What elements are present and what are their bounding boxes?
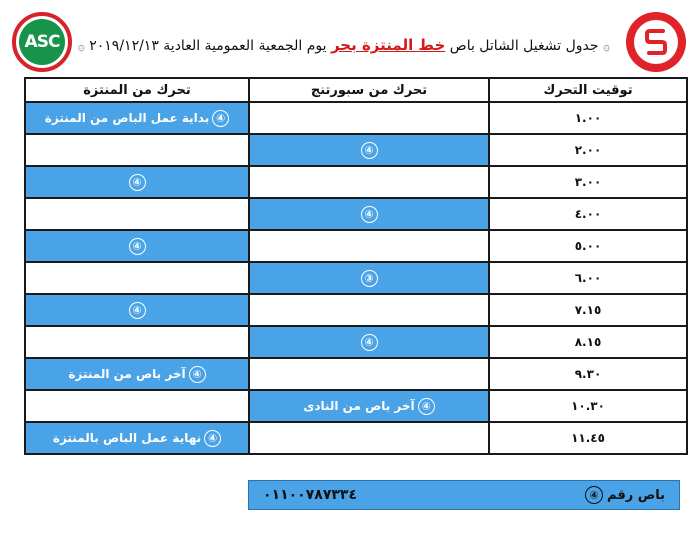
table-row <box>25 326 687 358</box>
title-suffix: يوم الجمعية العمومية العادية <box>163 38 327 54</box>
bus-label: باص رقم <box>607 487 665 503</box>
montaza-cell <box>25 262 249 294</box>
sporting-cell <box>249 134 489 166</box>
table-row <box>25 166 687 198</box>
time-cell: ٦.٠٠ <box>489 262 687 294</box>
asc-logo-label: ASC <box>24 32 60 52</box>
bus-badge: ④ <box>129 174 146 191</box>
montaza-cell <box>25 166 249 198</box>
header-sporting: تحرك من سبورتنج <box>249 78 489 102</box>
montaza-cell <box>25 422 249 454</box>
montaza-cell <box>25 294 249 326</box>
bus-badge: ④ <box>129 238 146 255</box>
sporting-cell <box>249 358 489 390</box>
time-cell: ٥.٠٠ <box>489 230 687 262</box>
club-logo-icon <box>643 27 669 57</box>
montaza-cell <box>25 134 249 166</box>
montaza-cell <box>25 358 249 390</box>
sporting-cell <box>249 230 489 262</box>
sporting-cell <box>249 102 489 134</box>
time-cell: ١١.٤٥ <box>489 422 687 454</box>
bus-badge: ④ <box>361 206 378 223</box>
header-time: توقيت التحرك <box>489 78 687 102</box>
sporting-cell <box>249 198 489 230</box>
sporting-cell <box>249 422 489 454</box>
bus-badge: ④ <box>361 142 378 159</box>
bus-badge: ④ <box>361 334 378 351</box>
sporting-cell <box>249 166 489 198</box>
time-cell: ٣.٠٠ <box>489 166 687 198</box>
asc-logo <box>12 12 72 72</box>
sporting-cell <box>249 262 489 294</box>
phone-number[interactable]: ٠١١٠٠٧٨٧٣٣٤ <box>263 487 357 503</box>
time-cell: ١٠.٣٠ <box>489 390 687 422</box>
title-line-name: خط المنتزة بحر <box>330 36 446 54</box>
montaza-cell <box>25 230 249 262</box>
page-title <box>77 33 610 57</box>
trip-note: بداية عمل الباص من المنتزة <box>44 111 210 125</box>
asc-logo-text <box>19 19 65 65</box>
montaza-cell <box>25 326 249 358</box>
table-row <box>25 358 687 390</box>
trip-note: آخر باص من النادى <box>303 399 415 413</box>
montaza-cell <box>25 198 249 230</box>
trip-note: آخر باص من المنتزة <box>68 367 186 381</box>
schedule-table <box>24 77 688 455</box>
sporting-cell <box>249 326 489 358</box>
table-header-row <box>25 78 687 102</box>
title-date: ٢٠١٩/١٢/١٣ <box>89 38 159 54</box>
table-row <box>25 390 687 422</box>
montaza-cell <box>25 390 249 422</box>
header-montaza: تحرك من المنتزة <box>25 78 249 102</box>
bus-number: ④ <box>585 486 603 504</box>
club-logo-inner <box>634 20 678 64</box>
table-row <box>25 422 687 454</box>
bus-number-group <box>585 486 665 504</box>
time-cell: ٢.٠٠ <box>489 134 687 166</box>
title-ornament-left: ۞ <box>77 39 85 53</box>
sporting-cell <box>249 294 489 326</box>
bus-badge: ④ <box>129 302 146 319</box>
bus-badge: ④ <box>204 430 221 447</box>
footer-bar <box>248 480 680 510</box>
club-logo <box>626 12 686 72</box>
time-cell: ٧.١٥ <box>489 294 687 326</box>
bus-badge: ④ <box>212 110 229 127</box>
bus-badge: ③ <box>361 270 378 287</box>
title-prefix: جدول تشغيل الشاتل باص <box>449 38 599 54</box>
table-row <box>25 262 687 294</box>
time-cell: ٩.٣٠ <box>489 358 687 390</box>
montaza-cell <box>25 102 249 134</box>
sporting-cell <box>249 390 489 422</box>
table-row <box>25 102 687 134</box>
table-row <box>25 198 687 230</box>
title-ornament-right: ۞ <box>602 39 610 53</box>
table-row <box>25 134 687 166</box>
table-row <box>25 230 687 262</box>
bus-badge: ④ <box>418 398 435 415</box>
time-cell: ١.٠٠ <box>489 102 687 134</box>
time-cell: ٤.٠٠ <box>489 198 687 230</box>
table-row <box>25 294 687 326</box>
time-cell: ٨.١٥ <box>489 326 687 358</box>
trip-note: نهاية عمل الباص بالمنتزة <box>52 431 202 445</box>
bus-badge: ④ <box>189 366 206 383</box>
